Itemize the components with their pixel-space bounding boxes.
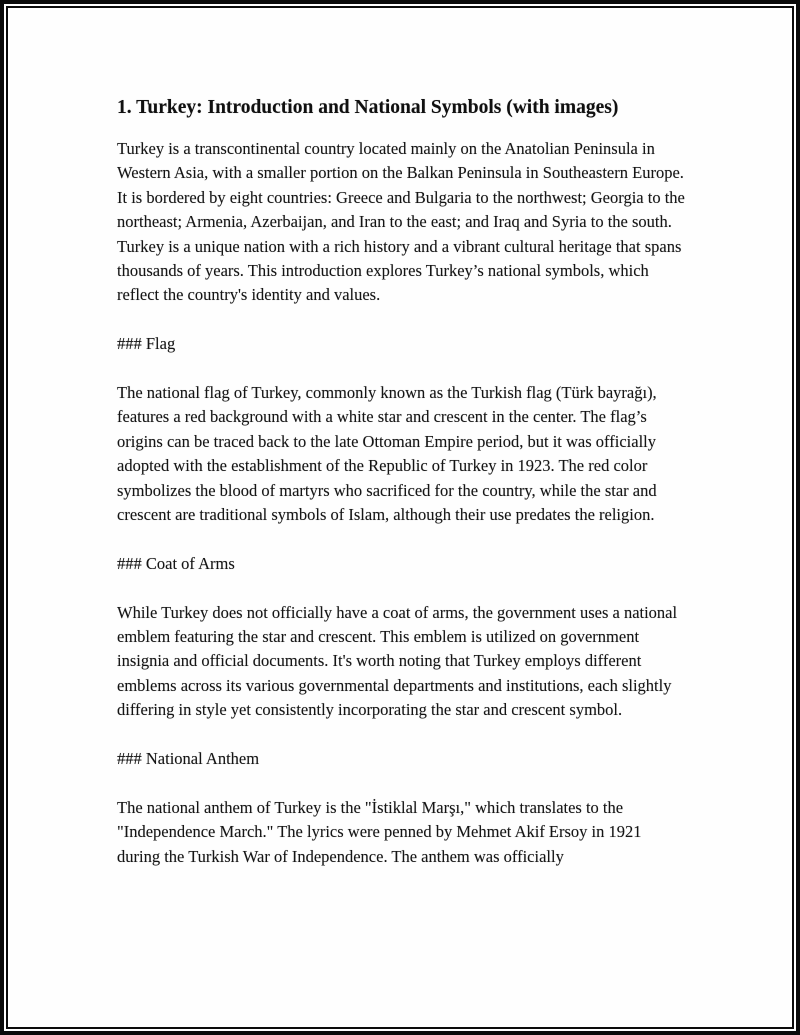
coat-of-arms-heading: ### Coat of Arms (117, 553, 235, 573)
national-anthem-heading: ### National Anthem (117, 749, 260, 769)
page-inner-border (6, 6, 794, 1029)
coat-of-arms-paragraph: While Turkey does not officially have a coat of arms, the government uses a national emblem featuring the star and crescent. This emblem is utilized on government insignia and official documents. It's worth noting that Turkey employs different emblems across its various governmental departments and institutions, each slightly differing in style yet consistently incorporating the star and crescent symbol. (117, 602, 678, 720)
flag-paragraph: The national flag of Turkey, commonly known as the Turkish flag (Türk bayrağı), features a red background with a white star and crescent in the center. The flag’s origins can be traced back to the late Ottoman Empire period, but it was officially adopted with the establishment of the Republic of Turkey in 1923. The red color symbolizes the blood of martyrs who sacrificed for the country, while the star and crescent are traditional symbols of Islam, although their use predates the religion. (117, 383, 657, 525)
intro-paragraph: Turkey is a transcontinental country located mainly on the Anatolian Peninsula in Western Asia, with a smaller portion on the Balkan Peninsula in Southeastern Europe. It is bordered by eight countries: Greece and Bulgaria to the northwest; Georgia to the northeast; Armenia, Azerbaijan, and Iran to the east; and Iraq and Syria to the south. Turkey is a unique nation with a rich history and a vibrant cultural heritage that spans thousands of years. This introduction explores Turkey’s national symbols, which reflect the country's identity and values. (117, 139, 685, 305)
document-page (8, 8, 792, 869)
national-anthem-paragraph: The national anthem of Turkey is the "İstiklal Marşı," which translates to the "Independence March." The lyrics were penned by Mehmet Akif Ersoy in 1921 during the Turkish War of Independence. The anthem was officially (117, 797, 642, 866)
document-title: 1. Turkey: Introduction and National Symbols (with images) (117, 97, 619, 118)
flag-heading: ### Flag (117, 334, 176, 354)
